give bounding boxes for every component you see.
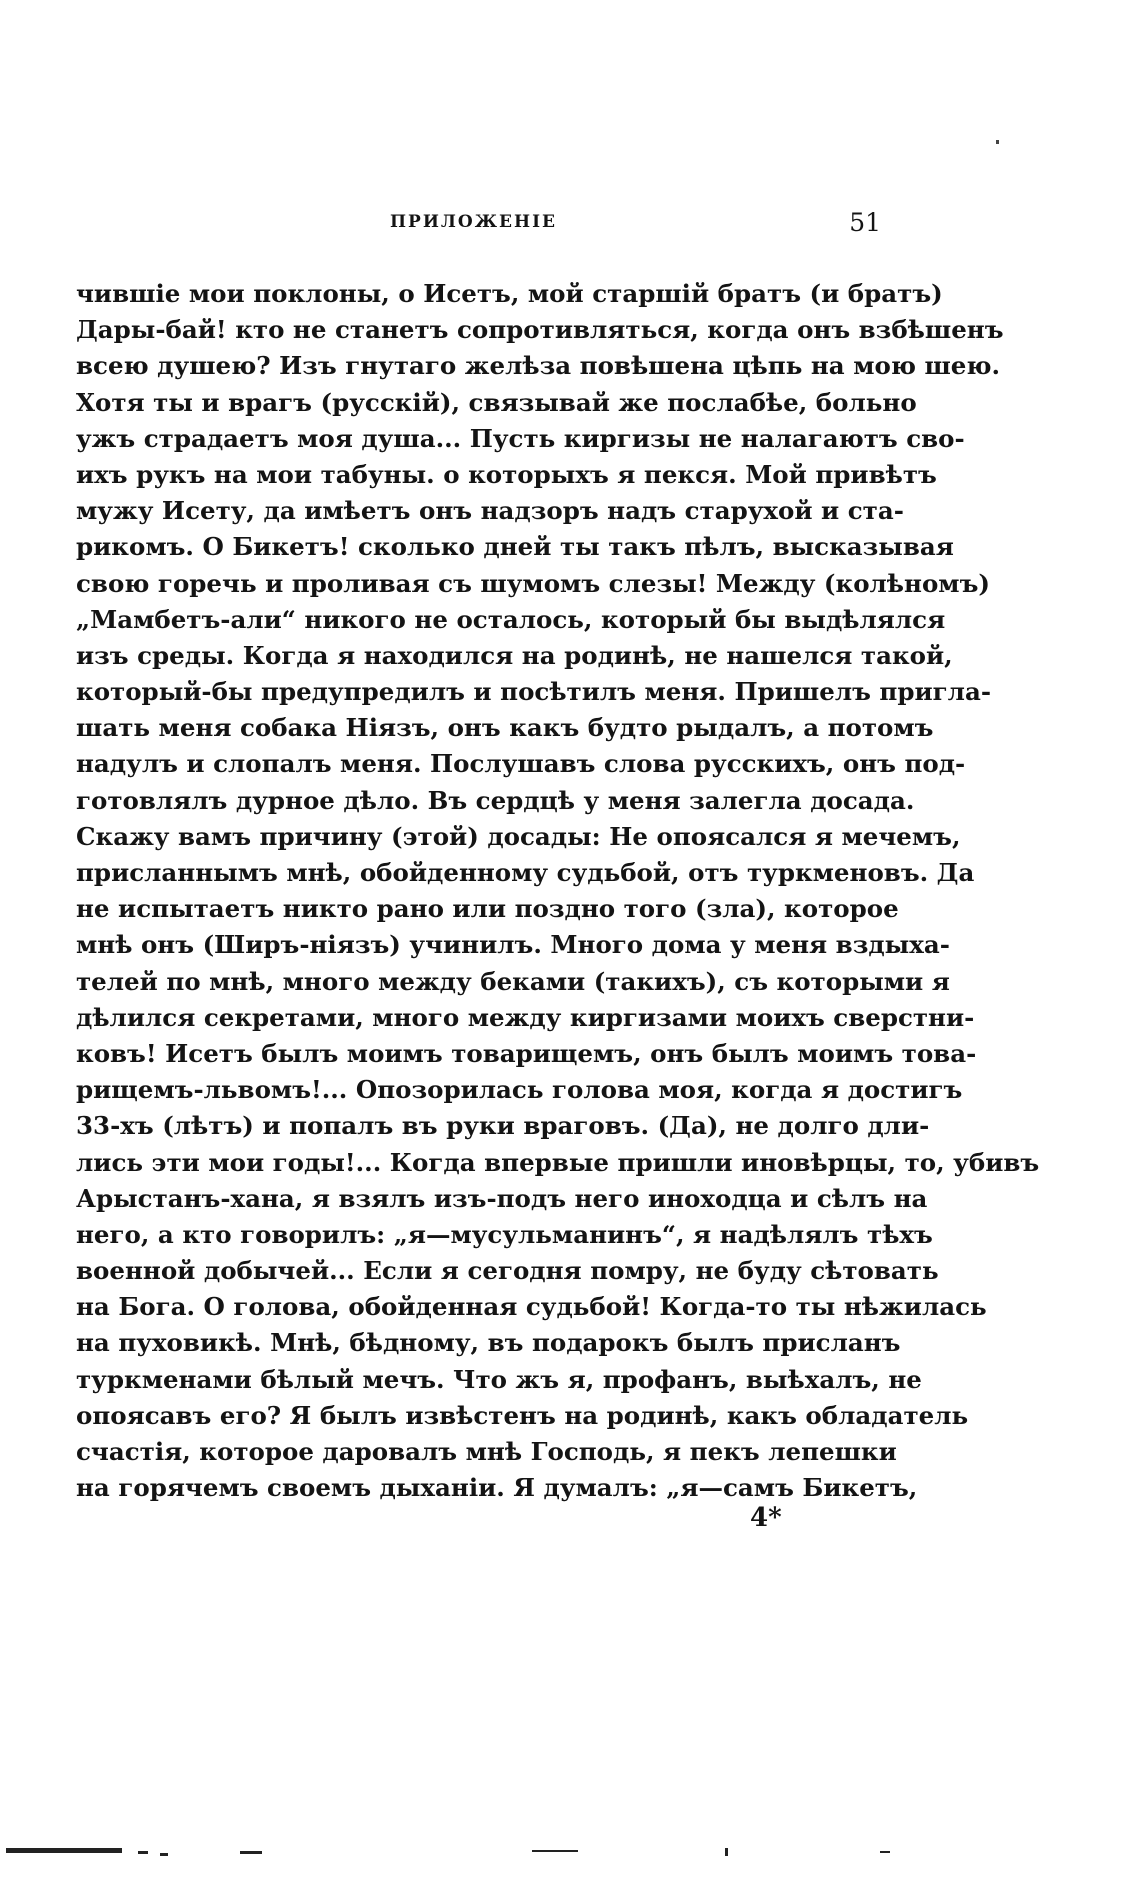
text-line: военной добычей... Если я сегодня помру, не буду сѣтовать (76, 1256, 939, 1286)
text-line: свою горечь и проливая съ шумомъ слезы! Между (колѣномъ) (76, 568, 990, 598)
page-header (76, 208, 881, 248)
scan-smudge (532, 1850, 578, 1852)
text-line: счастія, которое даровалъ мнѣ Господь, я пекъ лепешки (76, 1437, 897, 1466)
scan-margin-dot (996, 140, 999, 144)
text-line: на пуховикѣ. Мнѣ, бѣдному, въ подарокъ былъ присланъ (76, 1328, 901, 1358)
scan-smudge (880, 1851, 890, 1853)
text-line: готовлялъ дурное дѣло. Въ сердцѣ у меня залегла досада. (76, 785, 915, 815)
text-line: опоясавъ его? Я былъ извѣстенъ на родинѣ, какъ обладатель (76, 1400, 969, 1430)
scan-smudge (240, 1851, 262, 1854)
text-line: всею душею? Изъ гнутаго желѣза повѣшена цѣпь на мою шею. (76, 351, 1001, 381)
text-line: который-бы предупредилъ и посѣтилъ меня. Пришелъ пригла- (76, 677, 991, 707)
body-text (76, 276, 1040, 1506)
text-line: на горячемъ своемъ дыханіи. Я думалъ: „я—самъ Бикетъ, (76, 1473, 918, 1503)
signature-mark: 4* (750, 1503, 782, 1533)
text-line: Хотя ты и врагъ (русскій), связывай же послабѣе, больно (76, 387, 917, 417)
text-line: изъ среды. Когда я находился на родинѣ, не нашелся такой, (76, 640, 953, 670)
text-line: надулъ и слопалъ меня. Послушавъ слова русскихъ, онъ под- (76, 749, 966, 779)
text-line: него, а кто говорилъ: „я—мусульманинъ“, я надѣлялъ тѣхъ (76, 1219, 933, 1249)
text-line: туркменами бѣлый мечъ. Что жъ я, профанъ, выѣхалъ, не (76, 1364, 922, 1394)
text-line: ихъ рукъ на мои табуны. о которыхъ я пекся. Мой привѣтъ (76, 459, 937, 489)
scan-smudge (138, 1851, 148, 1854)
text-line: 33-хъ (лѣтъ) и попалъ въ руки враговъ. (Да), не долго дли- (76, 1111, 930, 1141)
text-line: телей по мнѣ, много между беками (такихъ), съ которыми я (76, 966, 950, 996)
text-line: Скажу вамъ причину (этой) досады: Не опоясался я мечемъ, (76, 821, 961, 851)
text-line: присланнымъ мнѣ, обойденному судьбой, отъ туркменовъ. Да (76, 858, 975, 887)
text-line: Дары-бай! кто не станетъ сопротивляться, когда онъ взбѣшенъ (76, 315, 1004, 345)
text-line: дѣлился секретами, много между киргизами моихъ сверстни- (76, 1002, 975, 1032)
text-line: ковъ! Исетъ былъ моимъ товарищемъ, онъ былъ моимъ това- (76, 1038, 977, 1068)
text-line: не испытаетъ никто рано или поздно того (зла), которое (76, 894, 899, 924)
text-line: рикомъ. О Бикетъ! сколько дней ты такъ пѣлъ, высказывая (76, 532, 954, 562)
text-line: „Мамбетъ-али“ никого не осталось, который бы выдѣлялся (76, 604, 946, 634)
text-line: Арыстанъ-хана, я взялъ изъ-подъ него иноходца и сѣлъ на (76, 1183, 928, 1213)
scan-smudge (160, 1853, 168, 1856)
text-line: на Бога. О голова, обойденная судьбой! Когда-то ты нѣжилась (76, 1292, 987, 1322)
running-title: ПРИЛОЖЕНІЕ (390, 212, 557, 232)
text-line: мужу Исету, да имѣетъ онъ надзоръ надъ старухой и ста- (76, 496, 904, 526)
scan-smudge (725, 1848, 728, 1856)
text-line: ужъ страдаетъ моя душа... Пусть киргизы не налагаютъ сво- (76, 423, 965, 453)
text-line: мнѣ онъ (Ширъ-ніязъ) учинилъ. Много дома у меня вздыха- (76, 930, 950, 960)
text-line: лись эти мои годы!... Когда впервые пришли иновѣрцы, то, убивъ (76, 1147, 1040, 1177)
text-line: чившіе мои поклоны, о Исетъ, мой старшій братъ (и братъ) (76, 279, 943, 308)
scan-smudge (6, 1848, 122, 1853)
page-number: 51 (849, 208, 881, 237)
text-line: шать меня собака Ніязъ, онъ какъ будто рыдалъ, а потомъ (76, 713, 934, 743)
text-line: рищемъ-львомъ!... Опозорилась голова моя, когда я достигъ (76, 1075, 963, 1105)
